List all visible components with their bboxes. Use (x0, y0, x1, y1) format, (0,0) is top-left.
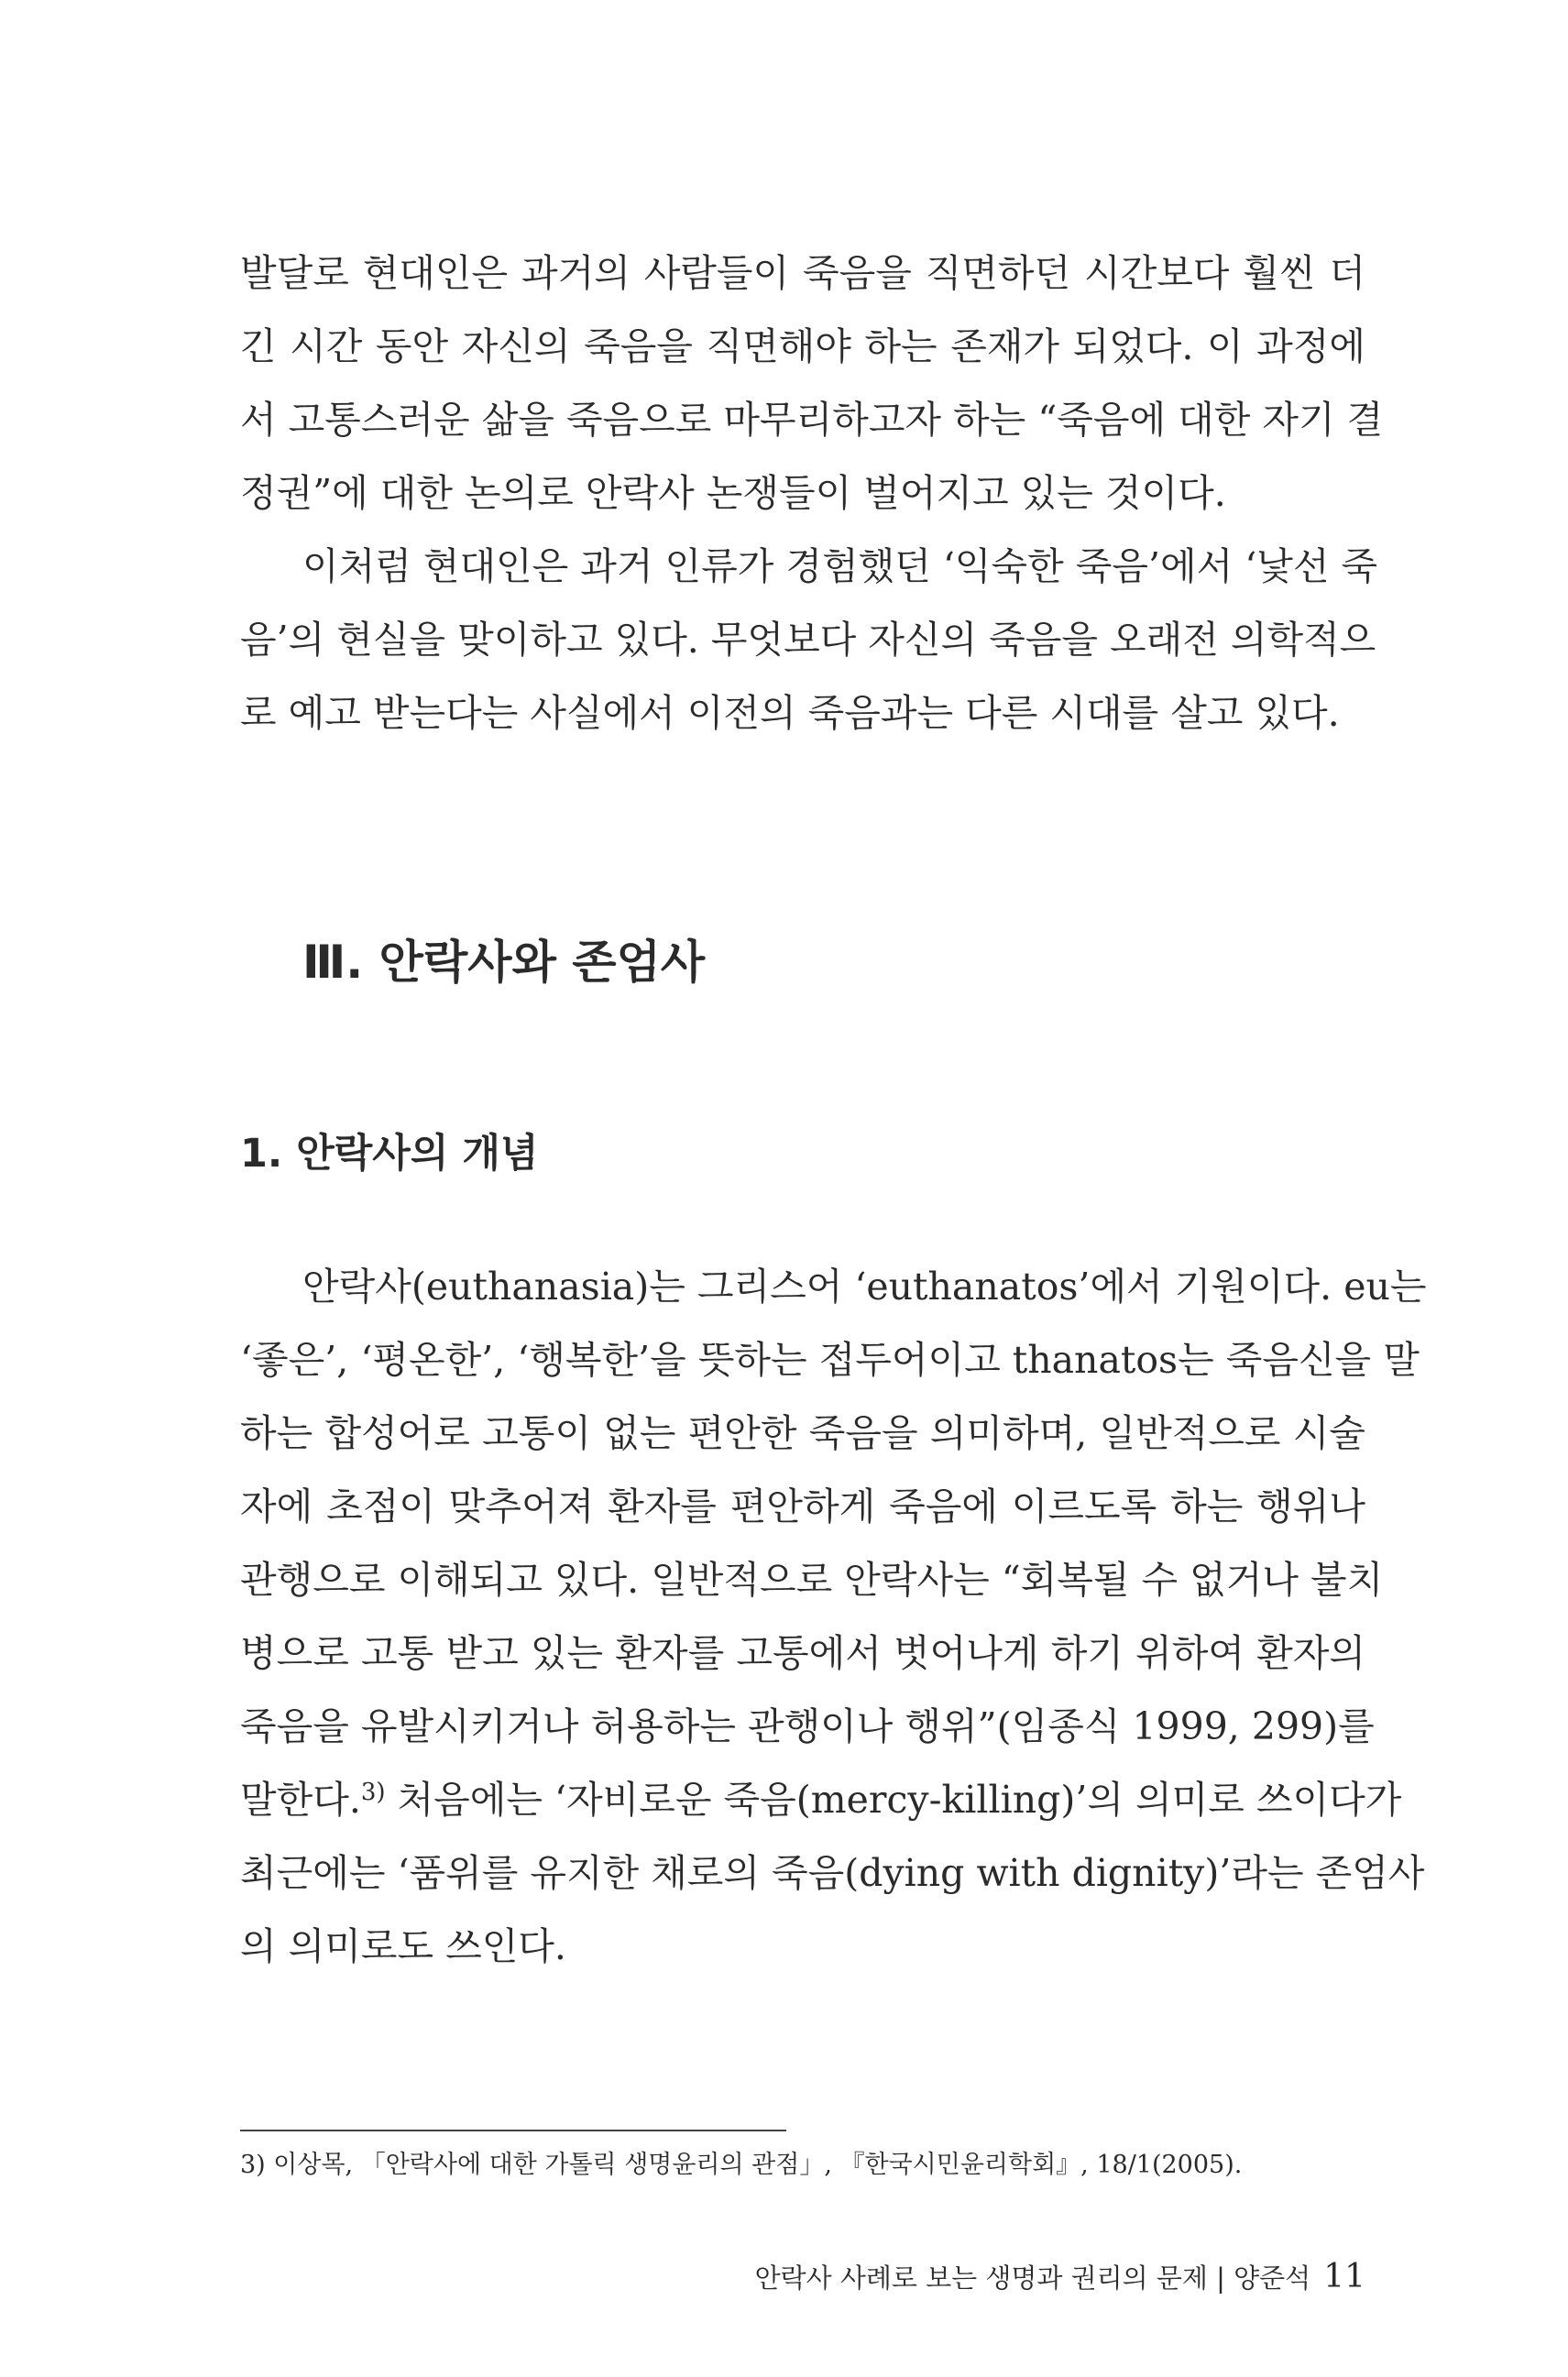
text-line: 발달로 현대인은 과거의 사람들이 죽음을 직면하던 시간보다 훨씬 더 (240, 251, 1365, 295)
text-line: 하는 합성어로 고통이 없는 편안한 죽음을 의미하며, 일반적으로 시술 (240, 1411, 1365, 1455)
page-number: 11 (1323, 2258, 1365, 2295)
text-line: 로 예고 받는다는 사실에서 이전의 죽음과는 다른 시대를 살고 있다. (240, 691, 1340, 735)
running-title: 안락사 사례로 보는 생명과 권리의 문제 | 양준석 (754, 2262, 1311, 2294)
footnote-divider (240, 2130, 786, 2131)
text-line: 안락사(euthanasia)는 그리스어 ‘euthanatos’에서 기원이다. eu는 (302, 1265, 1427, 1309)
page-footer (753, 2259, 1365, 2296)
text-line: 의 의미로도 쓰인다. (240, 1924, 566, 1968)
text-run: 말한다. (240, 1778, 361, 1822)
section-heading: Ⅲ. 안락사와 존엄사 (302, 936, 706, 989)
footnote-reference[interactable]: 3) (360, 1779, 386, 1806)
text-line: 긴 시간 동안 자신의 죽음을 직면해야 하는 존재가 되었다. 이 과정에 (240, 324, 1365, 368)
text-line: ‘좋은’, ‘평온한’, ‘행복한’을 뜻하는 접두어이고 thanatos는 죽음신을 말 (240, 1338, 1420, 1382)
text-line (240, 1763, 1402, 1836)
text-line: 서 고통스러운 삶을 죽음으로 마무리하고자 하는 “죽음에 대한 자기 결 (240, 398, 1384, 442)
text-line: 최근에는 ‘품위를 유지한 채로의 죽음(dying with dignity)’라는 존엄사 (240, 1851, 1425, 1895)
text-line: 관행으로 이해되고 있다. 일반적으로 안락사는 “회복될 수 없거나 불치 (240, 1558, 1384, 1602)
text-run: 처음에는 ‘자비로운 죽음(mercy-killing)’의 의미로 쓰이다가 (385, 1778, 1402, 1822)
text-line: 음’의 현실을 맞이하고 있다. 무엇보다 자신의 죽음을 오래전 의학적으 (240, 618, 1376, 662)
subsection-heading: 1. 안락사의 개념 (240, 1131, 539, 1177)
text-line: 죽음을 유발시키거나 허용하는 관행이나 행위”(임종식 1999, 299)를 (240, 1704, 1375, 1748)
text-line: 이처럼 현대인은 과거 인류가 경험했던 ‘익숙한 죽음’에서 ‘낯선 죽 (302, 544, 1378, 588)
footnote-text: 3) 이상목, 「안락사에 대한 가톨릭 생명윤리의 관점」, 『한국시민윤리학회』, 18/1(2005). (240, 2151, 1243, 2179)
text-line: 정권”에 대한 논의로 안락사 논쟁들이 벌어지고 있는 것이다. (240, 471, 1226, 515)
text-line: 자에 초점이 맞추어져 환자를 편안하게 죽음에 이르도록 하는 행위나 (240, 1484, 1365, 1528)
text-line: 병으로 고통 받고 있는 환자를 고통에서 벗어나게 하기 위하여 환자의 (240, 1631, 1365, 1675)
